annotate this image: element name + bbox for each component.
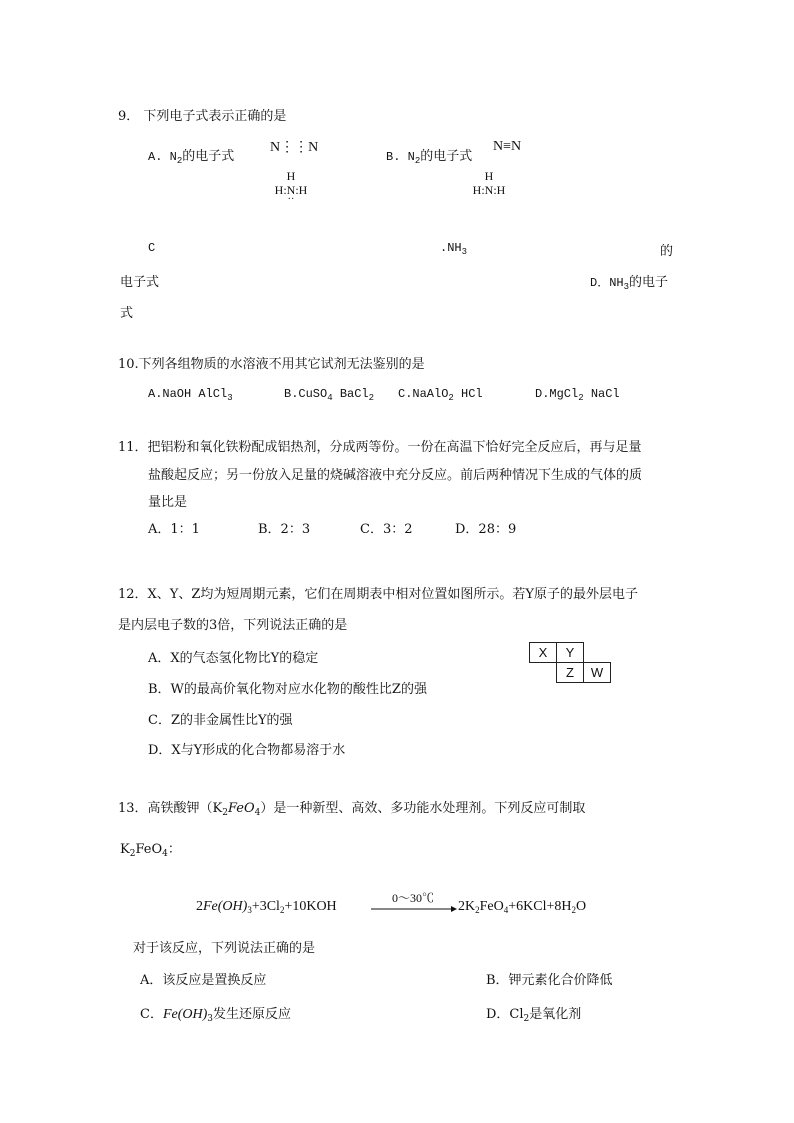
- q10-option-d: [535, 387, 620, 401]
- q9-d-rest: 的电子: [629, 275, 669, 290]
- q9-a-rest: 的电子式: [182, 149, 235, 164]
- q9-c-right: 的: [660, 244, 674, 259]
- q10-option-c: [398, 387, 483, 401]
- q10-b2-text: BaCl: [332, 387, 369, 401]
- q12-option-b: B．W的最高价氧化物对应水化物的酸性比Z的强: [148, 682, 427, 697]
- q9-stem: 9． 下列电子式表示正确的是: [118, 109, 287, 124]
- q9-d-label: D．NH: [590, 276, 624, 290]
- q13-option-c: [140, 1003, 291, 1023]
- q13-line1: [118, 797, 585, 816]
- q9-option-d: [590, 271, 668, 290]
- q12-line2: 是内层电子数的3倍，下列说法正确的是: [118, 618, 348, 633]
- q10-a-sub: 3: [227, 393, 233, 403]
- lewis1-lone-pair: ··: [287, 194, 295, 205]
- grid-cell-z: Z: [557, 663, 584, 683]
- eq-koh: +10KOH: [284, 899, 337, 914]
- q12-line1: 12．X、Y、Z均为短周期元素，它们在周期表中相对位置如图所示。若Y原子的最外层电子: [118, 587, 638, 602]
- q9-option-b: [386, 145, 472, 164]
- q13-line1-end: ）是一种新型、高效、多功能水处理剂。下列反应可制取: [260, 801, 586, 816]
- q12-option-c: C．Z的非金属性比Y的强: [148, 713, 293, 728]
- q9-a-formula: N⋮⋮N: [270, 140, 319, 155]
- reaction-arrow-icon: [371, 904, 457, 914]
- q13-line2-mid: FeO: [135, 842, 163, 857]
- q10-b-text: B.CuSO: [284, 387, 328, 401]
- q13-d-sub: 2: [523, 1014, 530, 1024]
- q13-option-d: [486, 1003, 581, 1022]
- q10-a-text: A.NaOH AlCl: [148, 387, 228, 401]
- eq-r2-sub: 4: [503, 905, 509, 915]
- q9-a-label: A. N: [148, 150, 177, 164]
- q11-option-b: B．2：3: [258, 522, 311, 537]
- eq-fe: Fe: [203, 899, 218, 914]
- q11-option-a: A．1：1: [148, 522, 200, 537]
- q11-line2: 盐酸起反应；另一份放入足量的烧碱溶液中充分反应。前后两种情况下生成的气体的质: [148, 468, 643, 483]
- grid-cell-empty-2: [530, 663, 557, 683]
- grid-cell-empty-1: [584, 643, 611, 663]
- q12-option-d: D．X与Y形成的化合物都易溶于水: [148, 743, 346, 758]
- q10-b2-sub: 2: [368, 393, 375, 403]
- eq-cl-sub: 2: [279, 905, 285, 915]
- q13-line2-start: K: [120, 842, 130, 857]
- q13-equation-right: [458, 899, 586, 915]
- eq-oh: (OH): [217, 899, 248, 914]
- q13-option-b: B．钾元素化合价降低: [486, 973, 613, 988]
- q13-d-rest: 是氧化剂: [529, 1007, 582, 1022]
- lewis1-top: H: [286, 169, 296, 183]
- q13-line2: [120, 838, 181, 857]
- q10-d-sub: 2: [578, 393, 584, 403]
- q9-b-sub: 2: [414, 156, 421, 166]
- q9-line2-left: 电子式: [120, 275, 160, 290]
- q13-equation-left: [196, 899, 337, 915]
- nh3-lewis-structure-1: [268, 169, 314, 203]
- eq-r3: +6KCl+8H: [508, 899, 572, 914]
- q13-line2-sub2: 4: [162, 849, 168, 859]
- grid-cell-w: W: [584, 663, 611, 683]
- q13-line2-end: ：: [167, 842, 181, 857]
- q10-c-sub: 2: [448, 393, 454, 403]
- periodic-table-fragment: [529, 642, 611, 683]
- q9-b-formula: N≡N: [493, 139, 522, 154]
- grid-cell-y: Y: [557, 643, 584, 663]
- q9-c-mid-sub: 3: [461, 247, 468, 257]
- q13-c-pre: C．: [140, 1007, 163, 1022]
- q9-a-sub: 2: [176, 156, 183, 166]
- eq-r2: FeO: [479, 899, 504, 914]
- q12-option-a: A．X的气态氢化物比Y的稳定: [148, 651, 319, 666]
- q13-c-oh: (OH): [177, 1007, 208, 1022]
- q10-stem: 10.下列各组物质的水溶液不用其它试剂无法鉴别的是: [118, 357, 425, 372]
- q13-line2-sub: 2: [129, 849, 136, 859]
- eq-coef: 2: [196, 899, 203, 914]
- eq-cl: +3Cl: [251, 899, 280, 914]
- q13-line1-sub: 2: [222, 808, 228, 818]
- lewis2-mid: H:N:H: [472, 183, 506, 197]
- grid-cell-x: X: [530, 643, 557, 663]
- eq-r3-sub: 2: [571, 905, 576, 915]
- q9-b-label: B. N: [386, 150, 415, 164]
- eq-oh-sub: 3: [247, 905, 252, 915]
- q13-c-rest: 发生还原反应: [213, 1007, 292, 1022]
- lewis1-mid: H:N:H: [274, 183, 308, 197]
- q10-option-a: [148, 387, 233, 401]
- eq-r1: 2K: [458, 899, 476, 914]
- q13-line1-start: 13．高铁酸钾（K: [118, 801, 223, 816]
- q11-option-c: C．3：2: [360, 522, 413, 537]
- eq-r4: O: [576, 899, 587, 914]
- q9-c-mid: [440, 241, 467, 255]
- q9-c-mid-text: .NH: [440, 241, 462, 255]
- q11-line3: 量比是: [148, 495, 188, 510]
- q13-line1-mid: FeO: [228, 801, 255, 816]
- q13-d-pre: D．Cl: [486, 1007, 524, 1022]
- q13-line1-sub2: 4: [254, 808, 261, 818]
- q9-line3: 式: [120, 306, 134, 321]
- q9-option-a: [148, 145, 234, 164]
- q10-b-sub: 4: [327, 393, 333, 403]
- q13-reaction-condition: 0～30℃: [391, 891, 434, 905]
- q9-b-rest: 的电子式: [420, 149, 473, 164]
- q13-option-a: A．该反应是置换反应: [140, 973, 267, 988]
- q10-d2-text: NaCl: [583, 387, 620, 401]
- lewis2-top: H: [484, 169, 494, 183]
- q11-option-d: D．28：9: [455, 522, 517, 537]
- q10-d-text: D.MgCl: [535, 387, 579, 401]
- q9-d-sub: 3: [623, 282, 630, 292]
- q13-c-fe: Fe: [162, 1007, 178, 1022]
- q13-c-sub: 3: [207, 1014, 213, 1024]
- q10-option-b: [284, 387, 374, 401]
- eq-r1-sub: 2: [475, 905, 480, 915]
- q11-line1: 11．把铝粉和氧化铁粉配成铝热剂，分成两等份。一份在高温下恰好完全反应后，再与足量: [118, 440, 642, 455]
- q13-ask: 对于该反应，下列说法正确的是: [133, 941, 316, 956]
- nh3-lewis-structure-2: [466, 169, 512, 197]
- q10-c2-text: HCl: [453, 387, 483, 401]
- q9-c-label: C: [148, 241, 156, 255]
- q10-c-text: C.NaAlO: [398, 387, 449, 401]
